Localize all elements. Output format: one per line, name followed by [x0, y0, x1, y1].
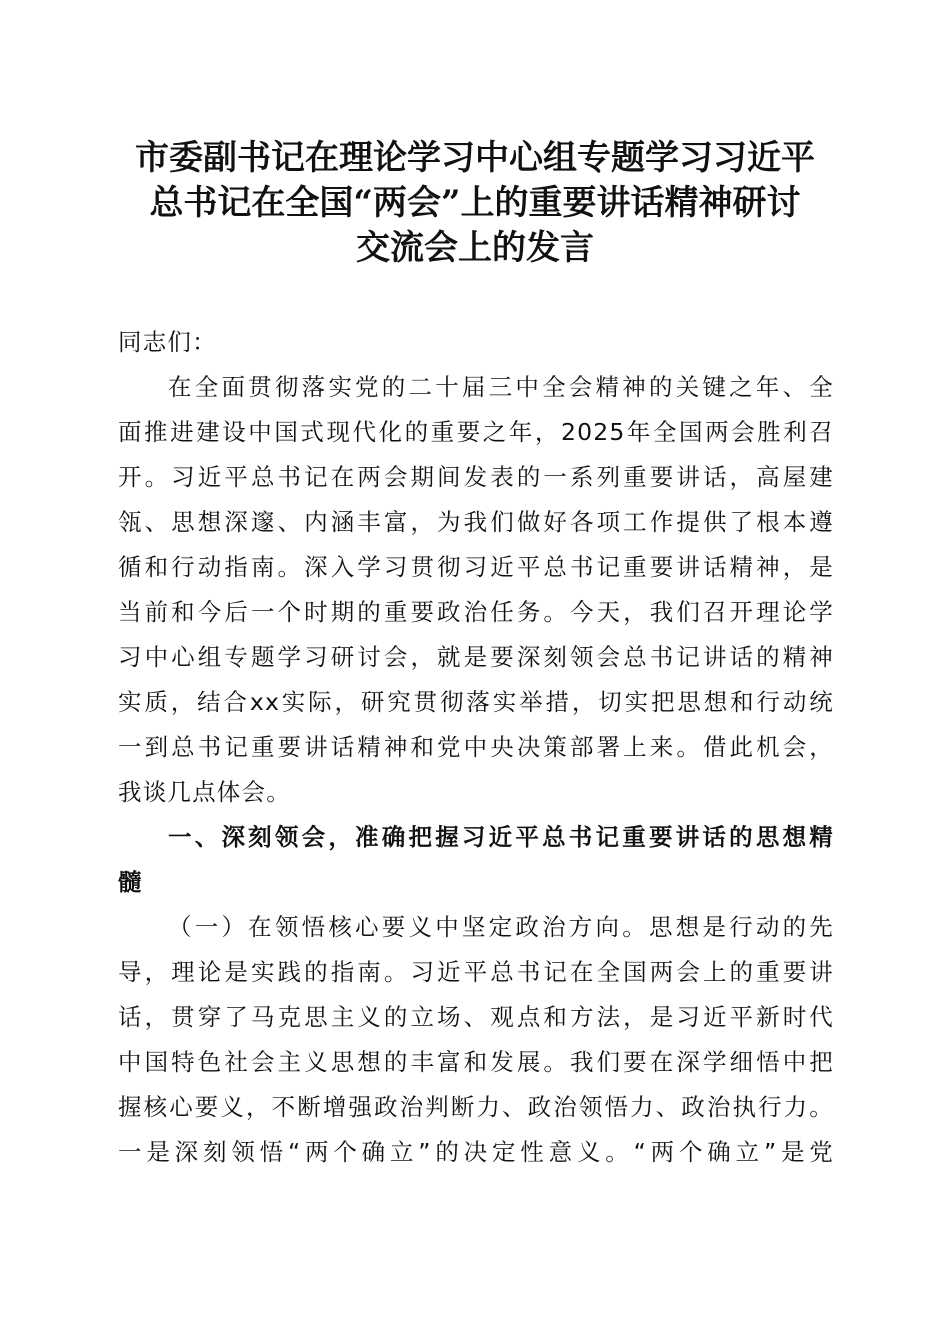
- title-line-3: 交流会上的发言: [356, 228, 594, 268]
- salutation-text: 同志们：: [118, 328, 217, 356]
- intro-line-6: 当前和今后一个时期的重要政治任务。今天，我们召开理论学: [118, 598, 834, 626]
- section-1-heading-line-1: 一、深刻领会，准确把握习近平总书记重要讲话的思想精: [168, 823, 834, 851]
- subsection-1-line-3: 话，贯穿了马克思主义的立场、观点和方法，是习近平新时代: [118, 1003, 834, 1031]
- subsection-1-line-5: 握核心要义，不断增强政治判断力、政治领悟力、政治执行力。: [118, 1093, 834, 1121]
- intro-line-7: 习中心组专题学习研讨会，就是要深刻领会总书记讲话的精神: [118, 643, 834, 671]
- title-line-1: 市委副书记在理论学习中心组专题学习习近平: [135, 138, 815, 178]
- intro-line-4: 瓴、思想深邃、内涵丰富，为我们做好各项工作提供了根本遵: [118, 508, 834, 536]
- title-line-2: 总书记在全国“两会”上的重要讲话精神研讨: [149, 183, 801, 223]
- subsection-1-line-4: 中国特色社会主义思想的丰富和发展。我们要在深学细悟中把: [118, 1048, 834, 1076]
- subsection-1-line-1: （一）在领悟核心要义中坚定政治方向。思想是行动的先: [168, 913, 834, 941]
- subsection-1-line-6: 一是深刻领悟“两个确立”的决定性意义。“两个确立”是党: [118, 1138, 834, 1166]
- intro-line-3: 开。习近平总书记在两会期间发表的一系列重要讲话，高屋建: [118, 463, 834, 491]
- intro-line-2: 面推进建设中国式现代化的重要之年，2025年全国两会胜利召: [118, 418, 834, 446]
- section-1-heading: [118, 815, 834, 905]
- intro-line-10: 我谈几点体会。: [118, 778, 291, 806]
- salutation: [118, 320, 834, 365]
- subsection-1-line-2: 导，理论是实践的指南。习近平总书记在全国两会上的重要讲: [118, 958, 834, 986]
- intro-line-9: 一到总书记重要讲话精神和党中央决策部署上来。借此机会，: [118, 733, 834, 761]
- intro-line-8: 实质，结合xx实际，研究贯彻落实举措，切实把思想和行动统: [118, 688, 834, 716]
- subsection-1-paragraph: [118, 905, 834, 1175]
- section-1-heading-line-2: 髓: [118, 868, 143, 896]
- intro-line-5: 循和行动指南。深入学习贯彻习近平总书记重要讲话精神，是: [118, 553, 834, 581]
- intro-line-1: 在全面贯彻落实党的二十届三中全会精神的关键之年、全: [168, 373, 834, 401]
- document-title: [110, 136, 840, 271]
- document-body: [118, 320, 834, 1175]
- intro-paragraph: [118, 365, 834, 815]
